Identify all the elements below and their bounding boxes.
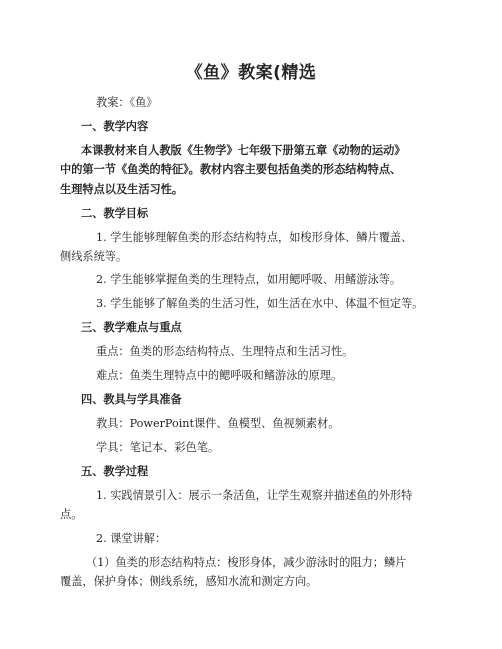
process-step-2: 2. 课堂讲解： <box>96 532 167 545</box>
section-heading-key-points: 三、教学难点与重点 <box>81 321 182 334</box>
content-paragraph-line-1: 本课教材来自人教版《生物学》七年级下册第五章《动物的运动》 <box>81 144 406 157</box>
section-heading-content: 一、教学内容 <box>81 120 149 133</box>
content-paragraph-line-2: 中的第一节《鱼类的特征》。教材内容主要包括鱼类的形态结构特点、 <box>60 163 402 176</box>
section-heading-process: 五、教学过程 <box>81 465 149 478</box>
objective-1-line-2: 侧线系统等。 <box>60 250 128 263</box>
process-step-1-line-2: 点。 <box>60 508 83 521</box>
document-title: 《鱼》教案(精选 <box>185 63 317 83</box>
objective-1-line-1: 1. 学生能够理解鱼类的形态结构特点，如梭形身体、鳞片覆盖、 <box>96 231 413 244</box>
key-difficulty: 难点：鱼类生理特点中的鳃呼吸和鳍游泳的原理。 <box>96 369 343 382</box>
process-sub-1-line-1: （1）鱼类的形态结构特点：梭形身体，减少游泳时的阻力；鳞片 <box>86 556 407 569</box>
teacher-tools: 教具：PowerPoint课件、鱼模型、鱼视频素材。 <box>96 417 340 430</box>
key-focus: 重点：鱼类的形态结构特点、生理特点和生活习性。 <box>96 345 354 358</box>
content-paragraph-line-3: 生理特点以及生活习性。 <box>60 183 184 196</box>
student-tools: 学具：笔记本、彩色笔。 <box>96 441 220 454</box>
process-step-1-line-1: 1. 实践情景引入：展示一条活鱼，让学生观察并描述鱼的外形特 <box>96 489 413 502</box>
section-heading-materials: 四、教具与学具准备 <box>81 393 182 406</box>
objective-2: 2. 学生能够掌握鱼类的生理特点，如用鳃呼吸、用鳍游泳等。 <box>96 273 402 286</box>
section-heading-objectives: 二、教学目标 <box>81 207 149 220</box>
objective-3: 3. 学生能够了解鱼类的生活习性，如生活在水中、体温不恒定等。 <box>96 297 424 310</box>
process-sub-1-line-2: 覆盖，保护身体；侧线系统，感知水流和测定方向。 <box>60 575 318 588</box>
intro-line: 教案：《鱼》 <box>96 96 158 109</box>
